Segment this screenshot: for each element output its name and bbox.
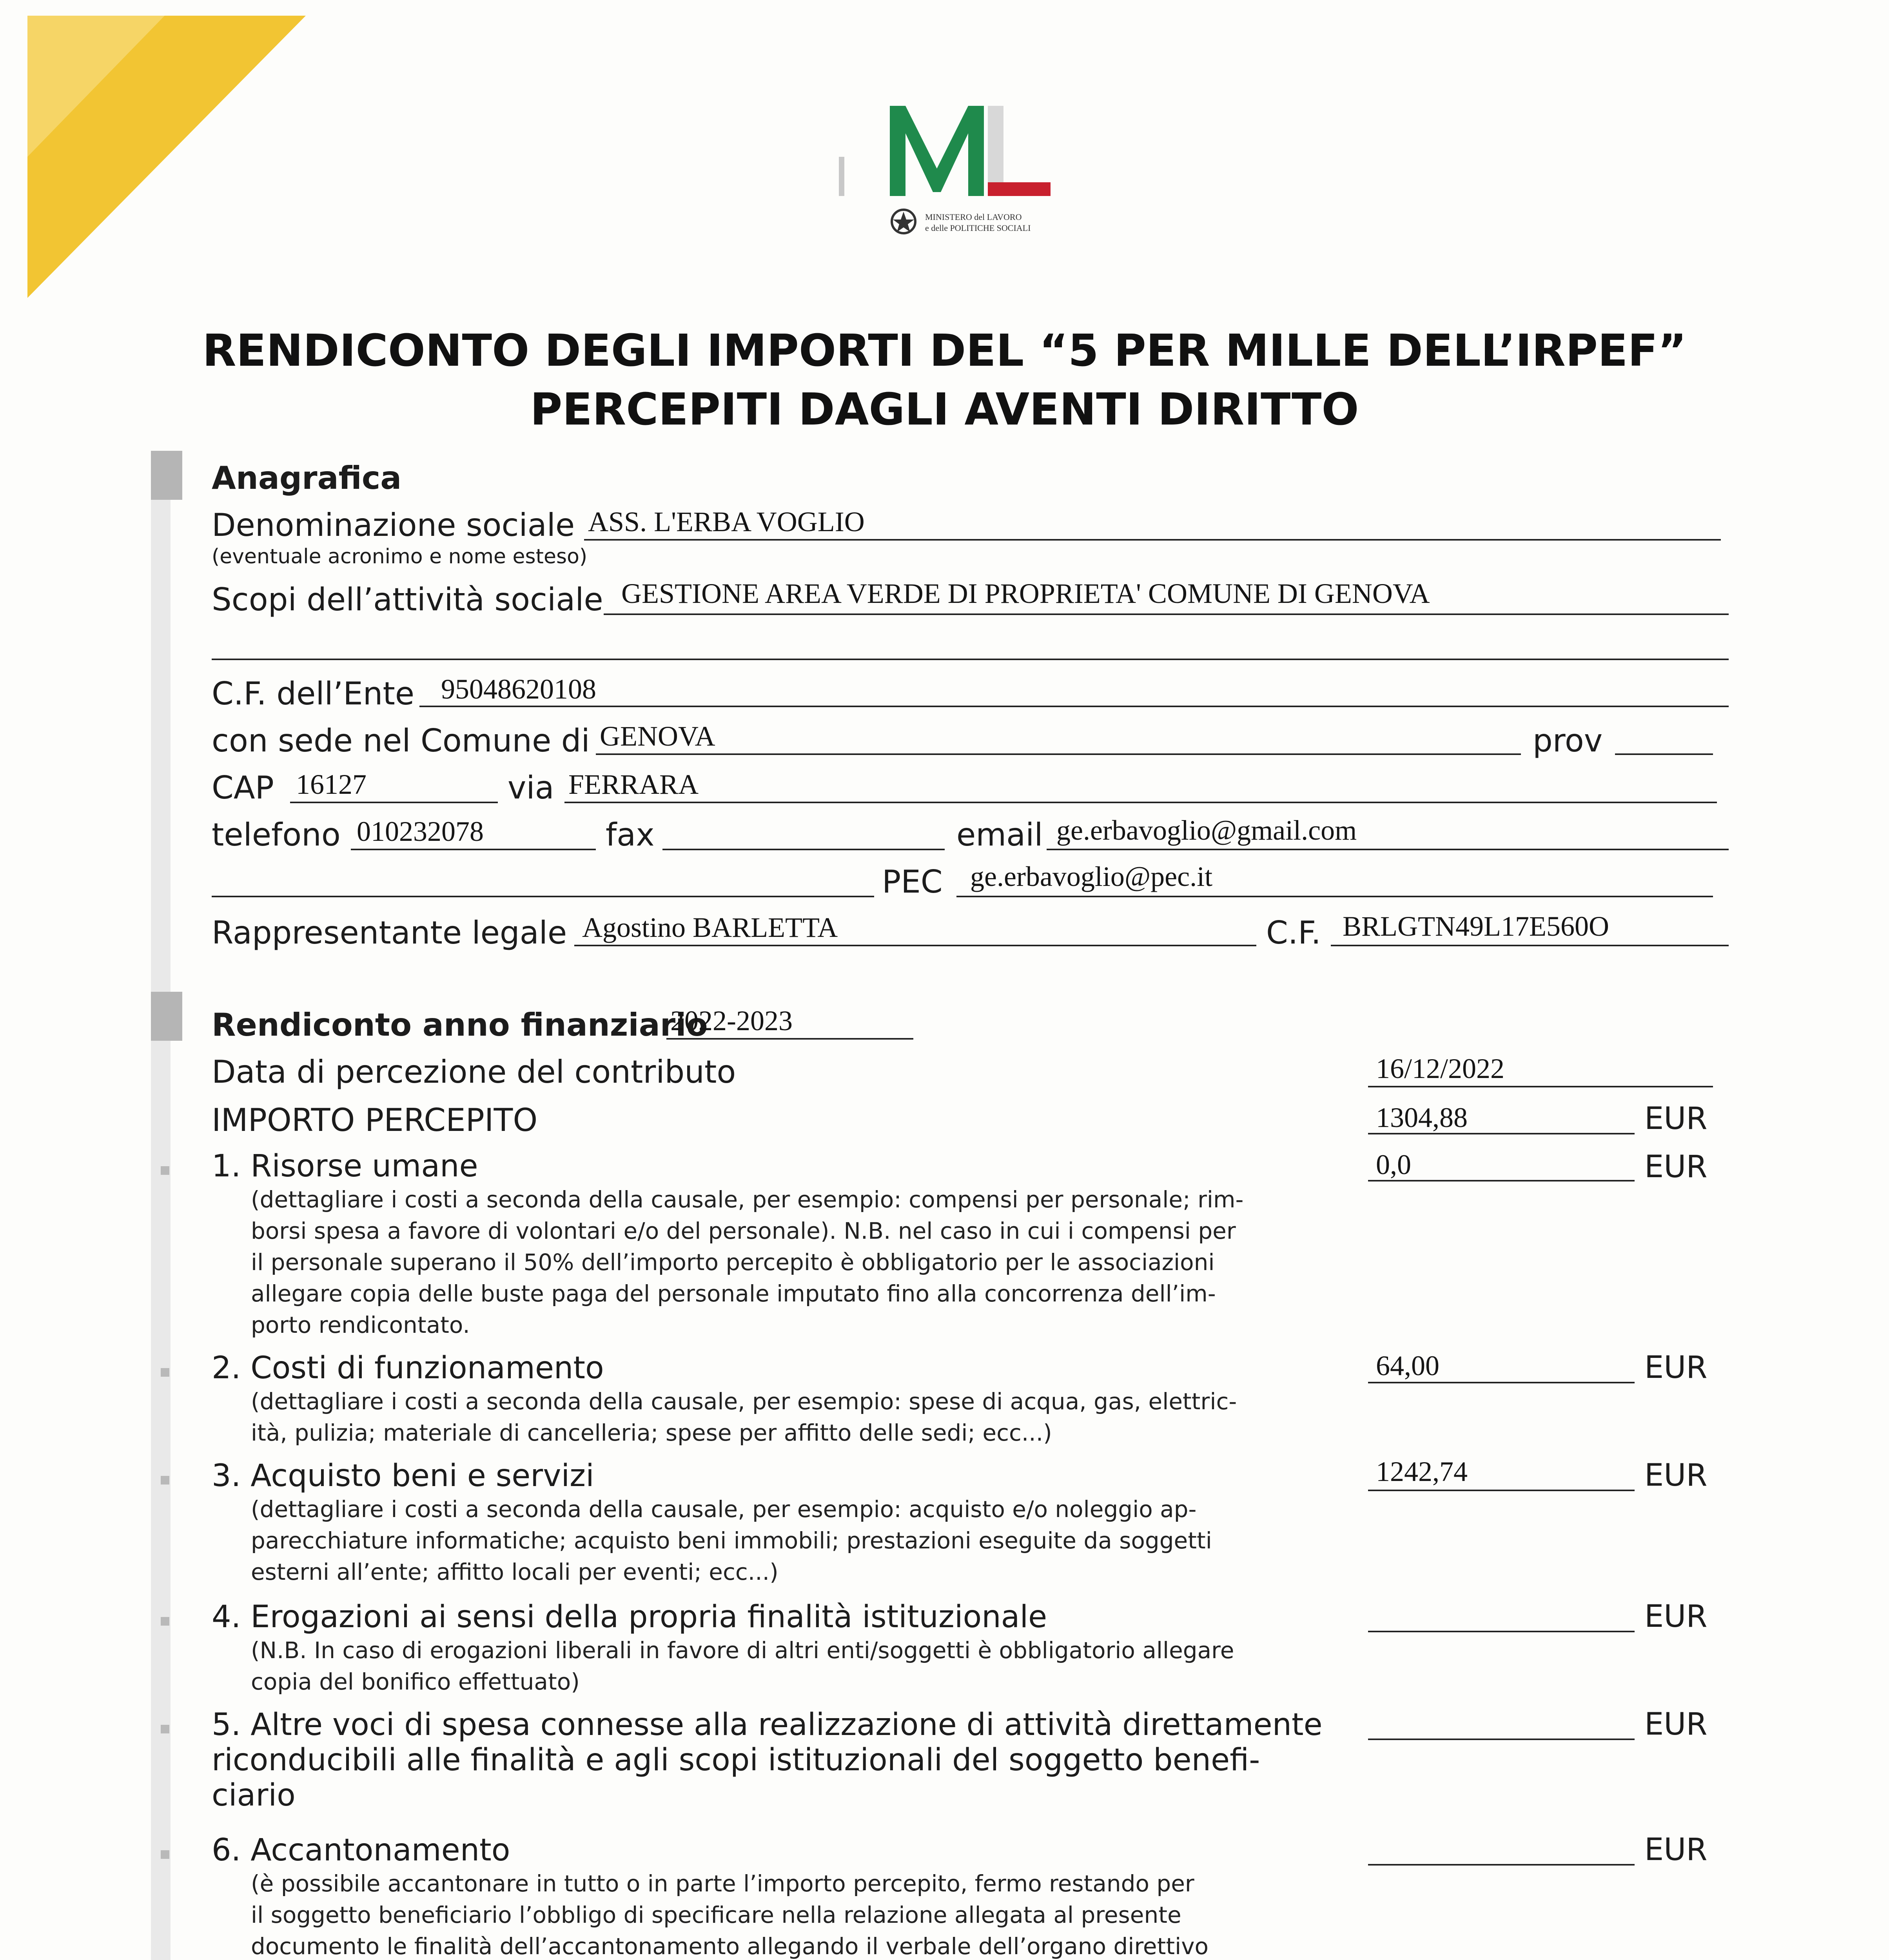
cf-ente-value: 95048620108 [441,673,596,705]
bullet-marker [161,1368,169,1377]
item-1-label: 1. Risorse umane [212,1149,478,1184]
item-3-label: 3. Acquisto beni e servizi [212,1458,594,1494]
rappresentante-field[interactable] [574,945,1256,946]
cf-rapp-label: C.F. [1266,915,1321,951]
title-line-2: PERCEPITI DAGLI AVENTI DIRITTO [530,384,1359,435]
item-1-description: (dettagliare i costi a seconda della causale, per esempio: compensi per personale; rim- borsi spesa a favore di volontari e/o del personale). N.B. nel caso in cui i compensi per il personale superano il 50% dell’importo percepito è obbligatorio per le associazioni allegare copia delle buste paga del personale imputato fino alla concorrenza dell’im- porto rendicontato. [251,1186,1244,1338]
ministry-line-2: e delle POLITICHE SOCIALI [925,223,1031,233]
cap-label: CAP [212,769,274,806]
cap-value: 16127 [296,769,367,800]
comune-field[interactable] [596,753,1521,755]
comune-value: GENOVA [600,720,715,752]
via-label: via [508,769,554,806]
cf-rapp-field[interactable] [1331,945,1729,946]
anagrafica-heading: Anagrafica [212,460,402,496]
corner-decoration-top-left [0,0,306,298]
scopi-field[interactable] [604,613,1729,615]
denominazione-value: ASS. L'ERBA VOGLIO [588,506,865,537]
ministry-line-1: MINISTERO del LAVORO [925,212,1022,222]
pec-field[interactable] [956,896,1713,897]
rappresentante-value: Agostino BARLETTA [582,912,838,943]
importo-value: 1304,88 [1376,1102,1468,1133]
prov-label: prov [1533,722,1603,759]
cf-ente-label: C.F. dell’Ente [212,675,415,712]
telefono-field[interactable] [351,849,596,850]
via-field[interactable] [564,802,1717,803]
scopi-value: GESTIONE AREA VERDE DI PROPRIETA' COMUNE DI GENOVA [621,578,1430,609]
section-marker-rendiconto [151,992,182,1041]
telefono-value: 010232078 [357,816,484,847]
pec-value: ge.erbavoglio@pec.it [970,861,1213,892]
item-3-description: (dettagliare i costi a seconda della causale, per esempio: acquisto e/o noleggio ap- parecchiature informatiche; acquisto beni immobili; prestazioni eseguite da soggetti esterni all’ente; affitto locali per eventi; ecc...) [251,1496,1212,1585]
data-percezione-field[interactable] [1368,1086,1713,1087]
via-value: FERRARA [568,769,699,800]
item-2-label: 2. Costi di funzionamento [212,1350,604,1386]
item-5-currency: EUR [1644,1707,1708,1742]
cap-field[interactable] [290,802,498,803]
cf-ente-field[interactable] [419,706,1729,707]
item-4-label: 4. Erogazioni ai sensi della propria finalità istituzionale [212,1599,1047,1635]
section-marker-anagrafica [151,451,182,500]
title-line-1: RENDICONTO DEGLI IMPORTI DEL “5 PER MILLE DELL’IRPEF” [202,325,1687,376]
fax-label: fax [606,817,655,853]
denominazione-label: Denominazione sociale [212,507,575,543]
pec-label: PEC [882,864,943,900]
bullet-marker [161,1617,169,1626]
email-label: email [956,817,1043,853]
item-2-currency: EUR [1644,1350,1708,1385]
item-5-label: 5. Altre voci di spesa connesse alla realizzazione di attività direttamente riconducibili alle finalità e agli scopi istituzionali del soggetto benefi- ciario [212,1707,1323,1813]
data-percezione-label: Data di percezione del contributo [212,1054,736,1090]
scopi-label: Scopi dell’attività sociale [212,581,603,618]
bullet-marker [161,1725,169,1733]
item-5-field[interactable] [1368,1739,1635,1740]
cf-rapp-value: BRLGTN49L17E560O [1343,911,1609,942]
item-1-value: 0,0 [1376,1149,1411,1180]
item-1-currency: EUR [1644,1149,1708,1185]
emblem-icon [890,208,917,235]
email-field[interactable] [1047,849,1729,850]
bullet-marker [161,1850,169,1859]
item-4-field[interactable] [1368,1631,1635,1632]
denominazione-field[interactable] [584,539,1721,541]
item-6-field[interactable] [1368,1864,1635,1866]
extra-field-line[interactable] [212,896,874,897]
telefono-label: telefono [212,817,341,853]
ml-monogram-icon [831,98,1058,204]
fax-field[interactable] [662,849,945,850]
section-sidebar [151,451,171,1960]
item-4-description: (N.B. In caso di erogazioni liberali in favore di altri enti/soggetti è obbligatorio allegare copia del bonifico effettuato) [251,1637,1234,1695]
email-value: ge.erbavoglio@gmail.com [1056,815,1357,846]
rendiconto-heading: Rendiconto anno finanziario [212,1007,708,1043]
anno-field[interactable] [666,1038,913,1040]
item-4-currency: EUR [1644,1599,1708,1634]
bullet-marker [161,1166,169,1175]
denominazione-note: (eventuale acronimo e nome esteso) [212,545,588,568]
comune-label: con sede nel Comune di [212,722,590,759]
item-6-description: (è possibile accantonare in tutto o in parte l’importo percepito, fermo restando per il soggetto beneficiario l’obbligo di specificare nella relazione allegata al presente documento le finalità dell’accantonamento allegando il verbale dell’organo direttivo [251,1870,1209,1960]
ministry-logo [831,98,1058,247]
item-3-field[interactable] [1368,1490,1635,1491]
prov-field[interactable] [1615,753,1713,755]
importo-currency: EUR [1644,1101,1708,1136]
item-3-value: 1242,74 [1376,1456,1468,1487]
item-6-currency: EUR [1644,1832,1708,1867]
item-6-label: 6. Accantonamento [212,1833,510,1868]
bullet-marker [161,1476,169,1485]
anno-value: 2022-2023 [670,1005,793,1036]
page-title [0,321,1889,439]
item-2-field[interactable] [1368,1382,1635,1383]
scopi-field-line-2[interactable] [212,659,1729,660]
item-2-value: 64,00 [1376,1350,1439,1381]
importo-label: IMPORTO PERCEPITO [212,1102,538,1138]
rappresentante-label: Rappresentante legale [212,915,567,951]
item-3-currency: EUR [1644,1458,1708,1493]
item-2-description: (dettagliare i costi a seconda della causale, per esempio: spese di acqua, gas, elettric- ità, pulizia; materiale di cancelleria; spese per affitto delle sedi; ecc...) [251,1388,1237,1446]
data-percezione-value: 16/12/2022 [1376,1053,1505,1084]
